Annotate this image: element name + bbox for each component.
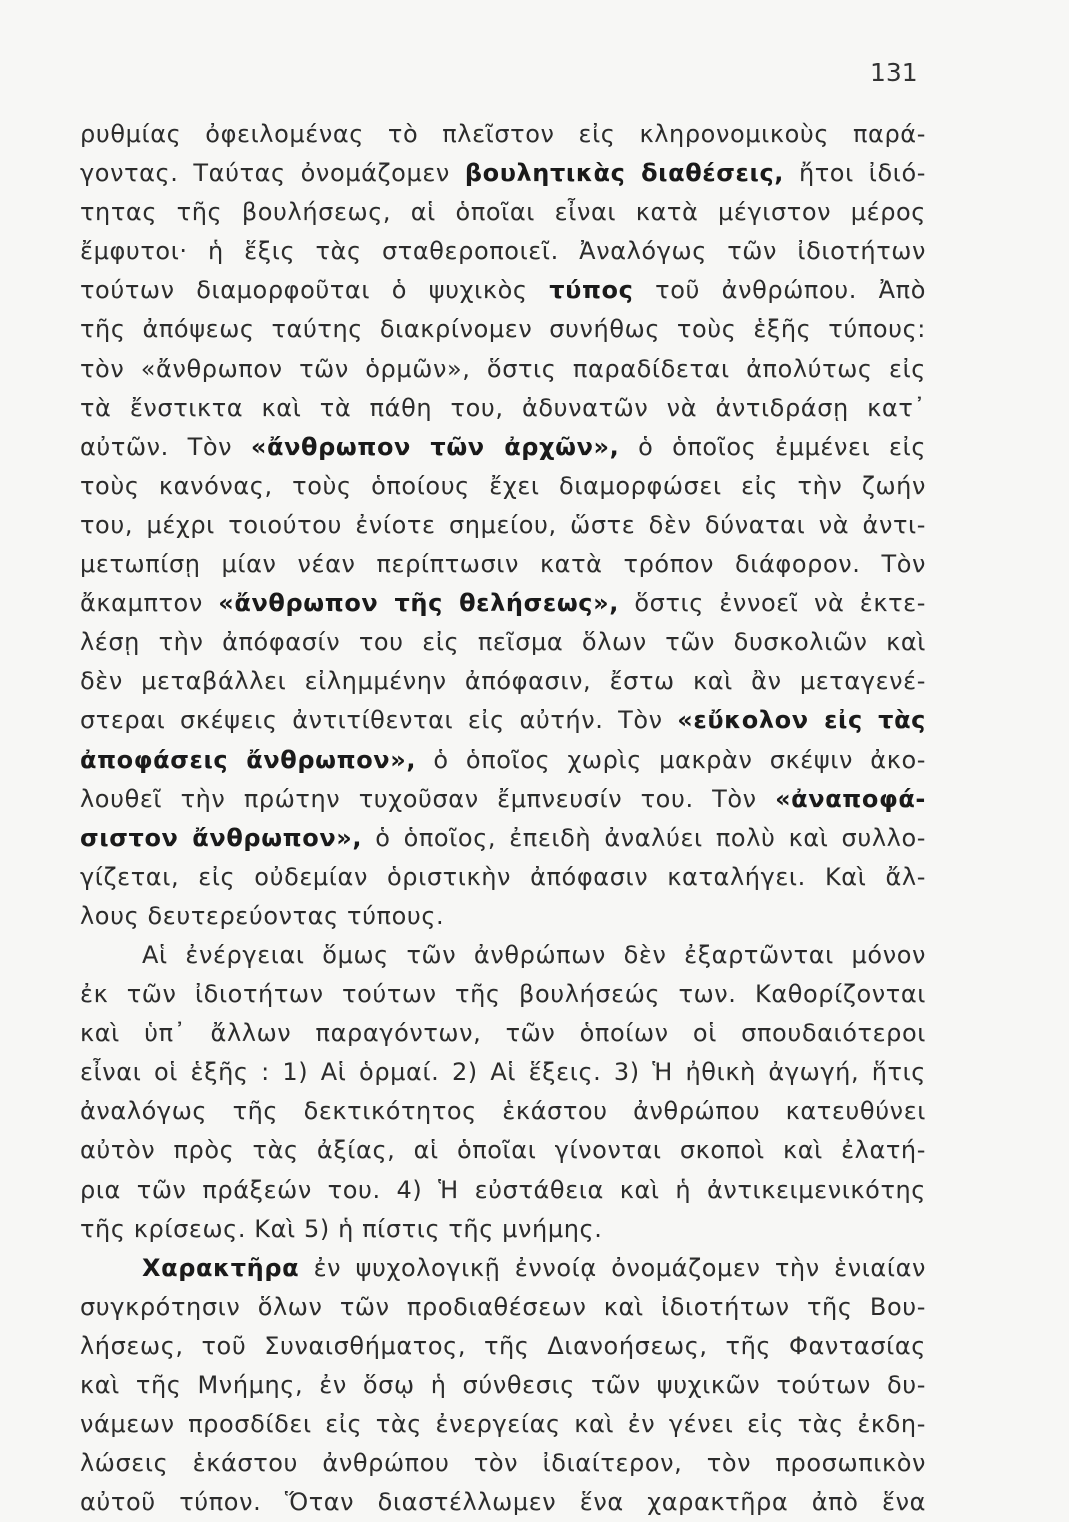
text-segment: λουθεῖ τὴν πρώτην τυχοῦσαν ἔμπνευσίν του. Τὸν — [80, 784, 776, 813]
text-segment: νάμεων προσδίδει εἰς τὰς ἐνεργείας καὶ ἐν γένει εἰς τὰς ἐκδη- — [80, 1410, 926, 1439]
text-segment: ρυθμίας ὀφειλομένας τὸ πλεῖστον εἰς κληρονομικοὺς παρά- — [80, 120, 926, 148]
text-line — [80, 858, 926, 897]
text-segment: του, μέχρι τοιούτου ἐνίοτε σημείου, ὥστε δὲν δύναται νὰ ἀντι- — [80, 510, 926, 539]
text-segment: εἶναι οἱ ἑξῆς : 1) Αἱ ὁρμαί. 2) Αἱ ἕξεις. 3) Ἡ ἠθικὴ ἀγωγή, ἥτις — [80, 1058, 926, 1087]
text-line — [80, 701, 926, 740]
text-line — [80, 232, 926, 271]
text-segment: τῆς κρίσεως. Καὶ 5) ἡ πίστις τῆς μνήμης. — [80, 1214, 603, 1243]
text-line — [80, 1483, 926, 1522]
text-segment: τὸν «ἄνθρωπον τῶν ὁρμῶν», ὅστις παραδίδεται ἀπολύτως εἰς — [80, 354, 926, 383]
text-segment: στεραι σκέψεις ἀντιτίθενται εἰς αὐτήν. Τὸν — [80, 706, 678, 735]
text-segment: ἐκ τῶν ἰδιοτήτων τούτων τῆς βουλήσεώς των. Καθορίζονται — [80, 980, 926, 1009]
text-segment: ὅστις ἐννοεῖ νὰ ἐκτε- — [618, 589, 926, 618]
text-line — [80, 1249, 926, 1288]
page-number: 131 — [870, 58, 918, 87]
text-segment: τοῦ ἀνθρώπου. Ἀπὸ — [633, 276, 926, 305]
text-segment: ἤτοι ἰδιό- — [784, 159, 926, 188]
text-segment: αὐτοῦ τύπον. Ὅταν διαστέλλωμεν ἕνα χαρακτῆρα ἀπὸ ἕνα — [80, 1488, 926, 1517]
text-line — [80, 193, 926, 232]
emphasized-text: «εὔκολον εἰς τὰς — [677, 706, 926, 735]
text-segment: τὰ ἔνστικτα καὶ τὰ πάθη του, ἀδυνατῶν νὰ ἀντιδράσῃ κατ᾽ — [80, 393, 926, 422]
text-segment: λους δευτερεύοντας τύπους. — [80, 901, 445, 930]
text-segment: λώσεις ἑκάστου ἀνθρώπου τὸν ἰδιαίτερον, τὸν προσωπικὸν — [80, 1449, 926, 1478]
text-line — [80, 1131, 926, 1170]
emphasized-text: Χαρακτῆρα — [142, 1253, 300, 1282]
text-line — [80, 389, 926, 428]
text-segment: μετωπίσῃ μίαν νέαν περίπτωσιν κατὰ τρόπον διάφορον. Τὸν — [80, 550, 926, 579]
emphasized-text: ἀποφάσεις ἄνθρωπον», — [80, 745, 417, 774]
text-line — [80, 1444, 926, 1483]
text-line — [80, 1053, 926, 1092]
text-line — [80, 1210, 926, 1249]
text-segment: αὐτῶν. Τὸν — [80, 432, 251, 461]
text-segment: λέσῃ τὴν ἀπόφασίν του εἰς πεῖσμα ὅλων τῶν δυσκολιῶν καὶ — [80, 628, 926, 657]
text-line — [80, 310, 926, 349]
text-segment: δὲν μεταβάλλει εἰλημμένην ἀπόφασιν, ἔστω καὶ ἂν μεταγενέ- — [80, 667, 926, 696]
text-segment: ὁ ὁποῖος χωρὶς μακρὰν σκέψιν ἀκο- — [416, 745, 926, 774]
text-line — [80, 1092, 926, 1131]
text-segment: ἀναλόγως τῆς δεκτικότητος ἑκάστου ἀνθρώπου κατευθύνει — [80, 1097, 926, 1126]
text-line — [80, 154, 926, 193]
text-line — [80, 897, 926, 936]
emphasized-text: «ἄνθρωπον τῶν ἀρχῶν», — [250, 432, 620, 461]
text-line — [80, 623, 926, 662]
emphasized-text: σιστον ἄνθρωπον», — [80, 823, 363, 852]
text-line — [80, 936, 926, 975]
text-line — [80, 584, 926, 623]
text-line — [80, 350, 926, 389]
text-line — [80, 115, 926, 154]
text-segment: ρια τῶν πράξεών του. 4) Ἡ εὐστάθεια καὶ ἡ ἀντικειμενικότης — [80, 1175, 926, 1204]
text-line — [80, 662, 926, 701]
text-line — [80, 1014, 926, 1053]
text-line — [80, 271, 926, 310]
text-line — [80, 819, 926, 858]
text-line — [80, 506, 926, 545]
text-line — [80, 1366, 926, 1405]
text-segment: Αἱ ἐνέργειαι ὅμως τῶν ἀνθρώπων δὲν ἐξαρτῶνται μόνον — [142, 940, 926, 969]
text-line — [80, 1288, 926, 1327]
emphasized-text: «ἄνθρωπον τῆς θελήσεως», — [218, 589, 619, 618]
text-line — [80, 741, 926, 780]
text-line — [80, 975, 926, 1014]
text-segment: λήσεως, τοῦ Συναισθήματος, τῆς Διανοήσεως, τῆς Φαντασίας — [80, 1331, 926, 1360]
text-line — [80, 780, 926, 819]
text-segment: τῆς ἀπόψεως ταύτης διακρίνομεν συνήθως τοὺς ἑξῆς τύπους: — [80, 315, 926, 344]
text-segment: καὶ ὑπ᾽ ἄλλων παραγόντων, τῶν ὁποίων οἱ σπουδαιότεροι — [80, 1019, 926, 1048]
text-line — [80, 1327, 926, 1366]
text-segment: γίζεται, εἰς οὐδεμίαν ὁριστικὴν ἀπόφασιν καταλήγει. Καὶ ἄλ- — [80, 862, 926, 891]
text-segment: συγκρότησιν ὅλων τῶν προδιαθέσεων καὶ ἰδιοτήτων τῆς Βου- — [80, 1292, 926, 1321]
text-segment: τοὺς κανόνας, τοὺς ὁποίους ἔχει διαμορφώσει εἰς τὴν ζωήν — [80, 471, 926, 500]
text-line — [80, 545, 926, 584]
text-segment: τούτων διαμορφοῦται ὁ ψυχικὸς — [80, 276, 550, 305]
emphasized-text: τύπος — [549, 276, 634, 305]
text-segment: ἐν ψυχολογικῇ ἐννοίᾳ ὀνομάζομεν τὴν ἑνιαίαν — [299, 1253, 926, 1282]
text-line — [80, 1171, 926, 1210]
text-segment: ἄκαμπτον — [80, 589, 219, 618]
body-text — [80, 115, 926, 1522]
text-segment: ἔμφυτοι· ἡ ἕξις τὰς σταθεροποιεῖ. Ἀναλόγως τῶν ἰδιοτήτων — [80, 237, 926, 266]
text-segment: ὁ ὁποῖος, ἐπειδὴ ἀναλύει πολὺ καὶ συλλο- — [362, 823, 926, 852]
text-segment: ὁ ὁποῖος ἐμμένει εἰς — [619, 432, 926, 461]
emphasized-text: βουλητικὰς διαθέσεις, — [464, 159, 785, 188]
text-segment: καὶ τῆς Μνήμης, ἐν ὅσῳ ἡ σύνθεσις τῶν ψυχικῶν τούτων δυ- — [80, 1371, 926, 1399]
text-line — [80, 467, 926, 506]
text-line — [80, 1405, 926, 1444]
emphasized-text: «ἀναποφά- — [775, 784, 926, 813]
text-line — [80, 428, 926, 467]
text-segment: αὐτὸν πρὸς τὰς ἀξίας, αἱ ὁποῖαι γίνονται σκοποὶ καὶ ἐλατή- — [80, 1136, 926, 1165]
text-segment: τητας τῆς βουλήσεως, αἱ ὁποῖαι εἶναι κατὰ μέγιστον μέρος — [80, 198, 926, 227]
text-segment: γοντας. Ταύτας ὀνομάζομεν — [80, 159, 465, 188]
